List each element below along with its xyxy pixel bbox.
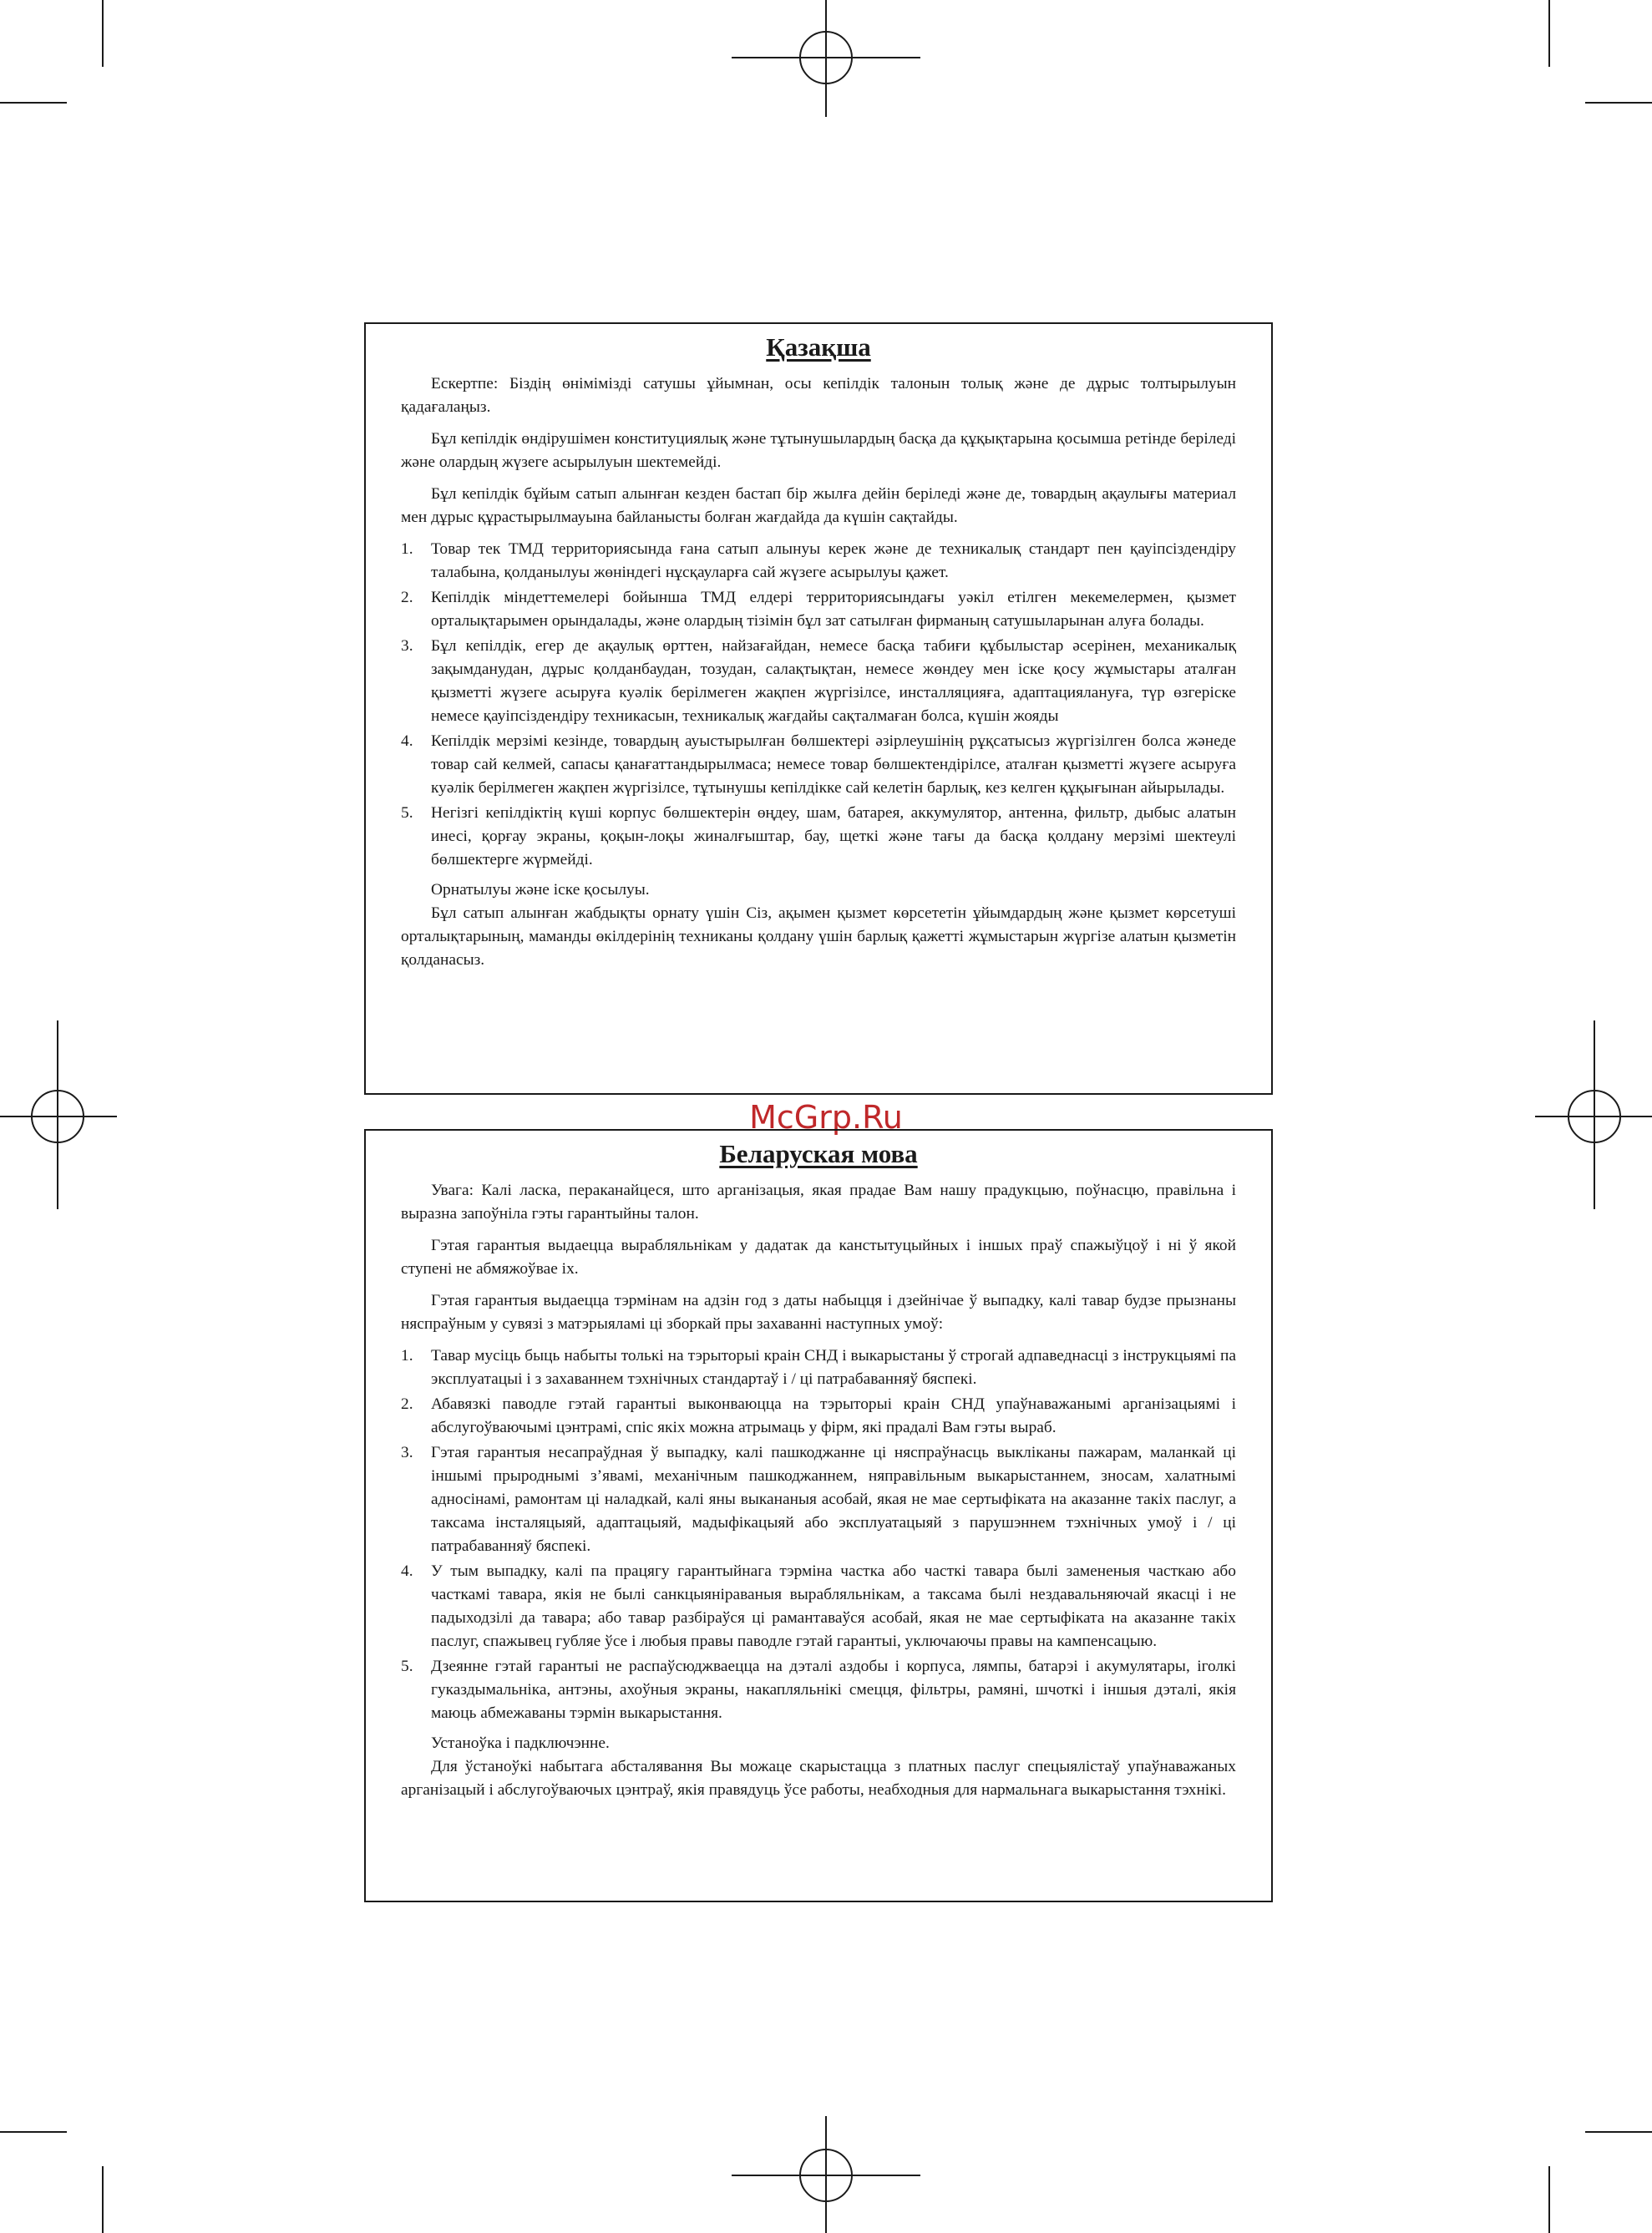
item-text: Кепілдік мерзімі кезінде, товардың ауыстырылған бөлшектері әзірлеушінің рұқсатысыз жүргізілген болса жәнеде товар сай келмей, сапасы қанағаттандырылмаса; немесе товар бөлшектендірілсе, аталған қызметті жүзеге асыруға куәлік берілмеген жақпен жүргізілсе, тұтынушы кепілдікке сай келетін барлық, кез келген құқығынан айырылады. xyxy=(431,732,1236,797)
item-number: 5. xyxy=(401,804,413,822)
crop-mark xyxy=(1585,2131,1652,2133)
intro-paragraph: Бұл кепілдік бұйым сатып алынған кезден бастап бір жылға дейін беріледі және де, товардың ақаулығы материал мен дұрыс құрастырылмауына байланысты болған жағдайда да күшін сақтайды. xyxy=(401,485,1236,526)
item-number: 3. xyxy=(401,637,413,655)
intro-paragraph: Ескертпе: Біздің өнімімізді сатушы ұйымнан, осы кепілдік талонын толық және де дұрыс толтырылуын қадағалаңыз. xyxy=(401,375,1236,416)
crop-mark xyxy=(102,0,104,67)
item-text: Кепілдік міндеттемелері бойынша ТМД елдері территориясындағы уәкіл етілген мекемелермен, қызмет орталықтарымен орындалады, және олардың тізімін бұл зат сатылған фирманың сатушыларынан алуға болады. xyxy=(431,589,1236,630)
item-text: Гэтая гарантыя несапраўдная ў выпадку, калі пашкоджанне ці няспраўнасць выкліканы пажарам, маланкай ці іншымі прыроднымі з’явамі, механічным пашкоджаннем, няправільным выкарыстаннем, зносам, халатнымі адносінамі, рамонтам ці наладкай, калі яны выкананыя асобай, якая не мае сертыфіката на аказанне такіх паслуг, а таксама інсталяцыяй, адаптацыяй, мадыфікацыяй або эксплуатацыяй з парушэннем тэхнічных умоў і / ці патрабаванняў бяспекі. xyxy=(431,1444,1236,1555)
setup-heading: Орнатылуы және іске қосылуы. xyxy=(431,881,650,899)
section-title: Қазақша xyxy=(766,332,871,362)
item-number: 1. xyxy=(401,540,413,558)
registration-mark xyxy=(799,2149,853,2202)
intro-paragraph: Бұл кепілдік өндірушімен конституциялық және тұтынушылардың басқа да құқықтарына қосымша ретінде беріледі және олардың жүзеге асырылуын шектемейді. xyxy=(401,430,1236,471)
list-item xyxy=(401,802,1236,872)
item-number: 3. xyxy=(401,1444,413,1461)
list-item xyxy=(401,1655,1236,1725)
conditions-list xyxy=(401,538,1236,872)
list-item xyxy=(401,1441,1236,1558)
registration-mark xyxy=(799,31,853,84)
crop-mark xyxy=(0,2131,67,2133)
item-text: Бұл кепілдік, егер де ақаулық өрттен, найзағайдан, немесе басқа табиғи құбылыстар әсерінен, механикалық зақымданудан, дұрыс қолданбаудан, тозудан, салақтықтан, немесе жөндеу мен іске қосу жұмыстары аталған қызметті жүзеге асыруға куәлік берілмеген жақпен жүргізілсе, инсталляцияға, адаптациялануға, түр өзгеріске немесе қауіпсіздендіру техникасын, техникалық жағдайы сақталмаған болса, күшін жояды xyxy=(431,637,1236,725)
item-number: 5. xyxy=(401,1658,413,1675)
crop-mark xyxy=(0,102,67,104)
section-title: Беларуская мова xyxy=(719,1139,918,1168)
conditions-list xyxy=(401,1344,1236,1725)
item-text: Товар тек ТМД территориясында ғана сатып алынуы керек және де техникалық стандарт пен қауіпсіздендіру талабына, қолданылуы жөніндегі нұсқауларға сай жүзеге асырылуы қажет. xyxy=(431,540,1236,581)
setup-paragraph: Бұл сатып алынған жабдықты орнату үшін Сіз, ақымен қызмет көрсететін ұйымдардың және қызмет көрсетуші орталықтарының, маманды өкілдерінің техниканы қолдану үшін барлық қажетті жұмыстарын жүргізе алатын қызметін қолданасыз. xyxy=(401,904,1236,969)
list-item xyxy=(401,1344,1236,1391)
intro-paragraph: Увага: Калі ласка, пераканайцеся, што арганізацыя, якая прадае Вам нашу прадукцыю, поўнасцю, правільна і выразна запоўніла гэты гарантыйны талон. xyxy=(401,1182,1236,1223)
item-text: У тым выпадку, калі па працягу гарантыйнага тэрміна частка або часткі тавара былі замененыя часткаю або часткамі тавара, якія не былі санкцыяніраваныя вырабляльнікам, а таксама былі нездавальняючай якасці і не падыходзілі да тавара; або тавар разбіраўся ці рамантаваўся асобай, якая не мае сертыфіката на аказанне такіх паслуг, спажывец губляе ўсе і любыя правы паводле гэтай гарантыі, уключаючы правы на кампенсацыю. xyxy=(431,1562,1236,1650)
belarusian-warranty-section xyxy=(364,1129,1273,1902)
item-number: 4. xyxy=(401,1562,413,1580)
item-number: 4. xyxy=(401,732,413,750)
crop-mark xyxy=(1548,2166,1550,2233)
list-item xyxy=(401,730,1236,800)
item-text: Абавязкі паводле гэтай гарантыі выконваюцца на тэрыторыі краін СНД упаўнаважанымі арганізацыямі і абслугоўваючымі цэнтрамі, спіс якіх можна атрымаць у фірм, які прадалі Вам гэты выраб. xyxy=(431,1395,1236,1436)
item-text: Тавар мусіць быць набыты толькі на тэрыторыі краін СНД і выкарыстаны ў строгай адпаведнасці з інструкцыямі па эксплуатацыі і з захаваннем тэхнічных стандартаў і / ці патрабаванняў бяспекі. xyxy=(431,1347,1236,1388)
watermark: McGrp.Ru xyxy=(749,1099,903,1136)
list-item xyxy=(401,586,1236,633)
list-item xyxy=(401,1393,1236,1440)
intro-paragraph: Гэтая гарантыя выдаецца тэрмінам на адзін год з даты набыцця і дзейнічае ў выпадку, калі тавар будзе прызнаны няспраўным у сувязі з матэрыяламі ці зборкай пры захаванні наступных умоў: xyxy=(401,1292,1236,1333)
list-item xyxy=(401,1560,1236,1653)
crop-mark xyxy=(1548,0,1550,67)
item-text: Дзеянне гэтай гарантыі не распаўсюджваецца на дэталі аздобы і корпуса, лямпы, батарэі і акумулятары, іголкі гуказдымальніка, антэны, ахоўныя экраны, накапляльнікі смецця, фільтры, рамяні, шчоткі і іншыя дэталі, якія маюць абмежаваны тэрмін выкарыстання. xyxy=(431,1658,1236,1722)
crop-mark xyxy=(102,2166,104,2233)
intro-paragraph: Гэтая гарантыя выдаецца вырабляльнікам у дадатак да канстытуцыйных і іншых праў спажыўцоў і ні ў якой ступені не абмяжоўвае іх. xyxy=(401,1237,1236,1278)
setup-paragraph: Для ўстаноўкі набытага абсталявання Вы можаце скарыстацца з платных паслуг спецыялістаў упаўнаважаных арганізацый і абслугоўваючых цэнтраў, якія правядуць ўсе работы, неабходныя для нармальнага выкарыстання тэхнікі. xyxy=(401,1758,1236,1799)
list-item xyxy=(401,635,1236,728)
list-item xyxy=(401,538,1236,585)
kazakh-warranty-section xyxy=(364,322,1273,1095)
item-text: Негізгі кепілдіктің күші корпус бөлшектерін өңдеу, шам, батарея, аккумулятор, антенна, фильтр, дыбыс алатын инесі, қорғау экраны, қоқын-лоқы жиналғыштар, бау, щеткі және тағы да басқа қолдану мерзімі шектеулі бөлшектерге жүрмейді. xyxy=(431,804,1236,868)
setup-heading: Устаноўка і падключэнне. xyxy=(431,1734,610,1752)
crop-mark xyxy=(1585,102,1652,104)
item-number: 2. xyxy=(401,1395,413,1413)
item-number: 1. xyxy=(401,1347,413,1365)
item-number: 2. xyxy=(401,589,413,606)
